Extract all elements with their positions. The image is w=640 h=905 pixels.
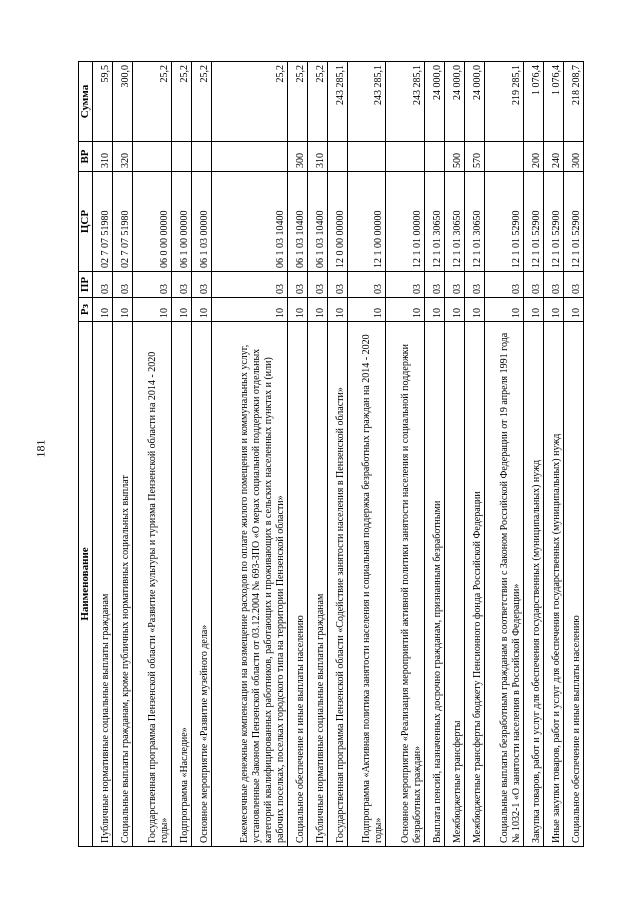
- cell-csr: 12 1 01 52900: [563, 172, 583, 272]
- cell-vr: 320: [113, 142, 133, 172]
- cell-pr: 03: [93, 272, 113, 298]
- cell-sum: 243 285,1: [327, 62, 347, 142]
- cell-csr: 02 7 07 51980: [93, 172, 113, 272]
- cell-pr: 03: [485, 272, 524, 298]
- cell-csr: 06 1 03 10400: [212, 172, 288, 272]
- cell-name: Ежемесячные денежные компенсации на возмещение расходов по оплате жилого помещения и коммунальных услуг, установленные Законом Пензенской области от 03.12.2004 № 693-ЗПО «О мерах социальной поддержки отдельных категорий квалифицированных работников, работающих и проживающих в сельских населенных пунктах и (или) рабочих поселках, поселках городского типа на территории Пензенской области»: [212, 322, 288, 847]
- cell-rz: 10: [563, 298, 583, 322]
- cell-pr: 03: [563, 272, 583, 298]
- table-row: [465, 62, 485, 847]
- header-pr: ПР: [79, 272, 93, 298]
- cell-pr: 03: [445, 272, 465, 298]
- table-header-row: [79, 62, 93, 847]
- cell-sum: 25,2: [171, 62, 191, 142]
- cell-pr: 03: [287, 272, 307, 298]
- cell-name: Публичные нормативные социальные выплаты гражданам: [307, 322, 327, 847]
- cell-rz: 10: [93, 298, 113, 322]
- cell-rz: 10: [191, 298, 211, 322]
- cell-csr: 12 1 01 30650: [465, 172, 485, 272]
- table-row: [445, 62, 465, 847]
- cell-pr: 03: [133, 272, 172, 298]
- cell-rz: 10: [327, 298, 347, 322]
- cell-name: Межбюджетные трансферты: [445, 322, 465, 847]
- cell-csr: 06 1 00 00000: [171, 172, 191, 272]
- cell-name: Подпрограмма «Активная политика занятости населения и социальная поддержка безработных граждан на 2014 - 2020 годы»: [347, 322, 386, 847]
- cell-sum: 25,2: [212, 62, 288, 142]
- header-vr: ВР: [79, 142, 93, 172]
- cell-name: Основное мероприятие «Развитие музейного дела»: [191, 322, 211, 847]
- cell-vr: [485, 142, 524, 172]
- cell-sum: 25,2: [287, 62, 307, 142]
- cell-name: Основное мероприятие «Реализация мероприятий активной политики занятости населения и социальной поддержки безработных граждан»: [386, 322, 425, 847]
- cell-sum: 219 285,1: [485, 62, 524, 142]
- cell-vr: 570: [465, 142, 485, 172]
- cell-rz: 10: [465, 298, 485, 322]
- table-row: [307, 62, 327, 847]
- table-body: [93, 62, 584, 847]
- cell-csr: 12 1 01 00000: [386, 172, 425, 272]
- cell-pr: 03: [171, 272, 191, 298]
- cell-pr: 03: [212, 272, 288, 298]
- cell-vr: [347, 142, 386, 172]
- cell-pr: 03: [424, 272, 444, 298]
- page-number: 181: [33, 439, 48, 458]
- cell-pr: 03: [347, 272, 386, 298]
- cell-sum: 25,2: [191, 62, 211, 142]
- cell-name: Социальные выплаты гражданам, кроме публичных нормативных социальных выплат: [113, 322, 133, 847]
- table-row: [543, 62, 563, 847]
- cell-csr: 06 1 03 10400: [307, 172, 327, 272]
- cell-name: Социальные выплаты безработным гражданам в соответствии с Законом Российской Федерации от 19 апреля 1991 года № 1032-1 «О занятости населения в Российской Федерации»: [485, 322, 524, 847]
- cell-pr: 03: [113, 272, 133, 298]
- cell-vr: [191, 142, 211, 172]
- cell-name: Государственная программа Пензенской области «Развитие культуры и туризма Пензенской области на 2014 - 2020 годы»: [133, 322, 172, 847]
- cell-csr: 12 1 01 52900: [485, 172, 524, 272]
- cell-name: Публичные нормативные социальные выплаты гражданам: [93, 322, 113, 847]
- table-row: [287, 62, 307, 847]
- cell-sum: 24 000,0: [445, 62, 465, 142]
- cell-name: Подпрограмма «Наследие»: [171, 322, 191, 847]
- table-row: [133, 62, 172, 847]
- table-row: [212, 62, 288, 847]
- budget-table: [78, 61, 584, 847]
- table-row: [113, 62, 133, 847]
- cell-sum: 1 076,4: [543, 62, 563, 142]
- cell-name: Государственная программа Пензенской области «Содействие занятости населения в Пензенской области»: [327, 322, 347, 847]
- cell-vr: 310: [307, 142, 327, 172]
- cell-rz: 10: [523, 298, 543, 322]
- cell-sum: 24 000,0: [465, 62, 485, 142]
- cell-csr: 12 1 01 30650: [445, 172, 465, 272]
- cell-name: Закупка товаров, работ и услуг для обеспечения государственных (муниципальных) нужд: [523, 322, 543, 847]
- cell-csr: 06 1 03 00000: [191, 172, 211, 272]
- cell-csr: 12 1 01 52900: [543, 172, 563, 272]
- cell-rz: 10: [445, 298, 465, 322]
- table-row: [93, 62, 113, 847]
- cell-rz: 10: [386, 298, 425, 322]
- cell-csr: 12 1 01 52900: [523, 172, 543, 272]
- table-row: [523, 62, 543, 847]
- table-row: [191, 62, 211, 847]
- cell-pr: 03: [523, 272, 543, 298]
- header-name: Наименование: [79, 322, 93, 847]
- cell-rz: 10: [113, 298, 133, 322]
- cell-csr: 02 7 07 51980: [113, 172, 133, 272]
- cell-vr: 300: [287, 142, 307, 172]
- cell-csr: 12 1 01 30650: [424, 172, 444, 272]
- cell-sum: 243 285,1: [386, 62, 425, 142]
- cell-sum: 300,0: [113, 62, 133, 142]
- table-row: [386, 62, 425, 847]
- cell-sum: 25,2: [133, 62, 172, 142]
- cell-csr: 12 1 00 00000: [347, 172, 386, 272]
- cell-pr: 03: [307, 272, 327, 298]
- cell-sum: 25,2: [307, 62, 327, 142]
- cell-rz: 10: [347, 298, 386, 322]
- cell-name: Выплата пенсий, назначенных досрочно гражданам, признанным безработными: [424, 322, 444, 847]
- cell-csr: 06 1 03 10400: [287, 172, 307, 272]
- cell-sum: 24 000,0: [424, 62, 444, 142]
- cell-name: Иные закупки товаров, работ и услуг для обеспечения государственных (муниципальных) нужд: [543, 322, 563, 847]
- cell-rz: 10: [171, 298, 191, 322]
- cell-rz: 10: [212, 298, 288, 322]
- cell-rz: 10: [424, 298, 444, 322]
- budget-table-container: [78, 62, 584, 847]
- table-row: [485, 62, 524, 847]
- cell-pr: 03: [327, 272, 347, 298]
- table-row: [424, 62, 444, 847]
- cell-vr: 500: [445, 142, 465, 172]
- cell-vr: 310: [93, 142, 113, 172]
- table-row: [563, 62, 583, 847]
- cell-sum: 218 208,7: [563, 62, 583, 142]
- cell-pr: 03: [465, 272, 485, 298]
- cell-vr: 240: [543, 142, 563, 172]
- cell-vr: [212, 142, 288, 172]
- cell-vr: [327, 142, 347, 172]
- cell-rz: 10: [287, 298, 307, 322]
- table-row: [327, 62, 347, 847]
- header-sum: Сумма: [79, 62, 93, 142]
- cell-vr: 200: [523, 142, 543, 172]
- cell-pr: 03: [191, 272, 211, 298]
- cell-vr: [424, 142, 444, 172]
- cell-vr: 300: [563, 142, 583, 172]
- cell-vr: [133, 142, 172, 172]
- cell-vr: [386, 142, 425, 172]
- table-row: [347, 62, 386, 847]
- cell-sum: 243 285,1: [347, 62, 386, 142]
- cell-rz: 10: [543, 298, 563, 322]
- cell-sum: 59,5: [93, 62, 113, 142]
- cell-sum: 1 076,4: [523, 62, 543, 142]
- cell-rz: 10: [307, 298, 327, 322]
- cell-pr: 03: [386, 272, 425, 298]
- cell-csr: 06 0 00 00000: [133, 172, 172, 272]
- cell-name: Социальное обеспечение и иные выплаты населению: [563, 322, 583, 847]
- header-rz: Рз: [79, 298, 93, 322]
- cell-vr: [171, 142, 191, 172]
- header-csr: ЦСР: [79, 172, 93, 272]
- cell-csr: 12 0 00 00000: [327, 172, 347, 272]
- cell-rz: 10: [133, 298, 172, 322]
- cell-name: Социальное обеспечение и иные выплаты населению: [287, 322, 307, 847]
- table-row: [171, 62, 191, 847]
- cell-name: Межбюджетные трансферты бюджету Пенсионного фонда Российской Федерации: [465, 322, 485, 847]
- cell-pr: 03: [543, 272, 563, 298]
- cell-rz: 10: [485, 298, 524, 322]
